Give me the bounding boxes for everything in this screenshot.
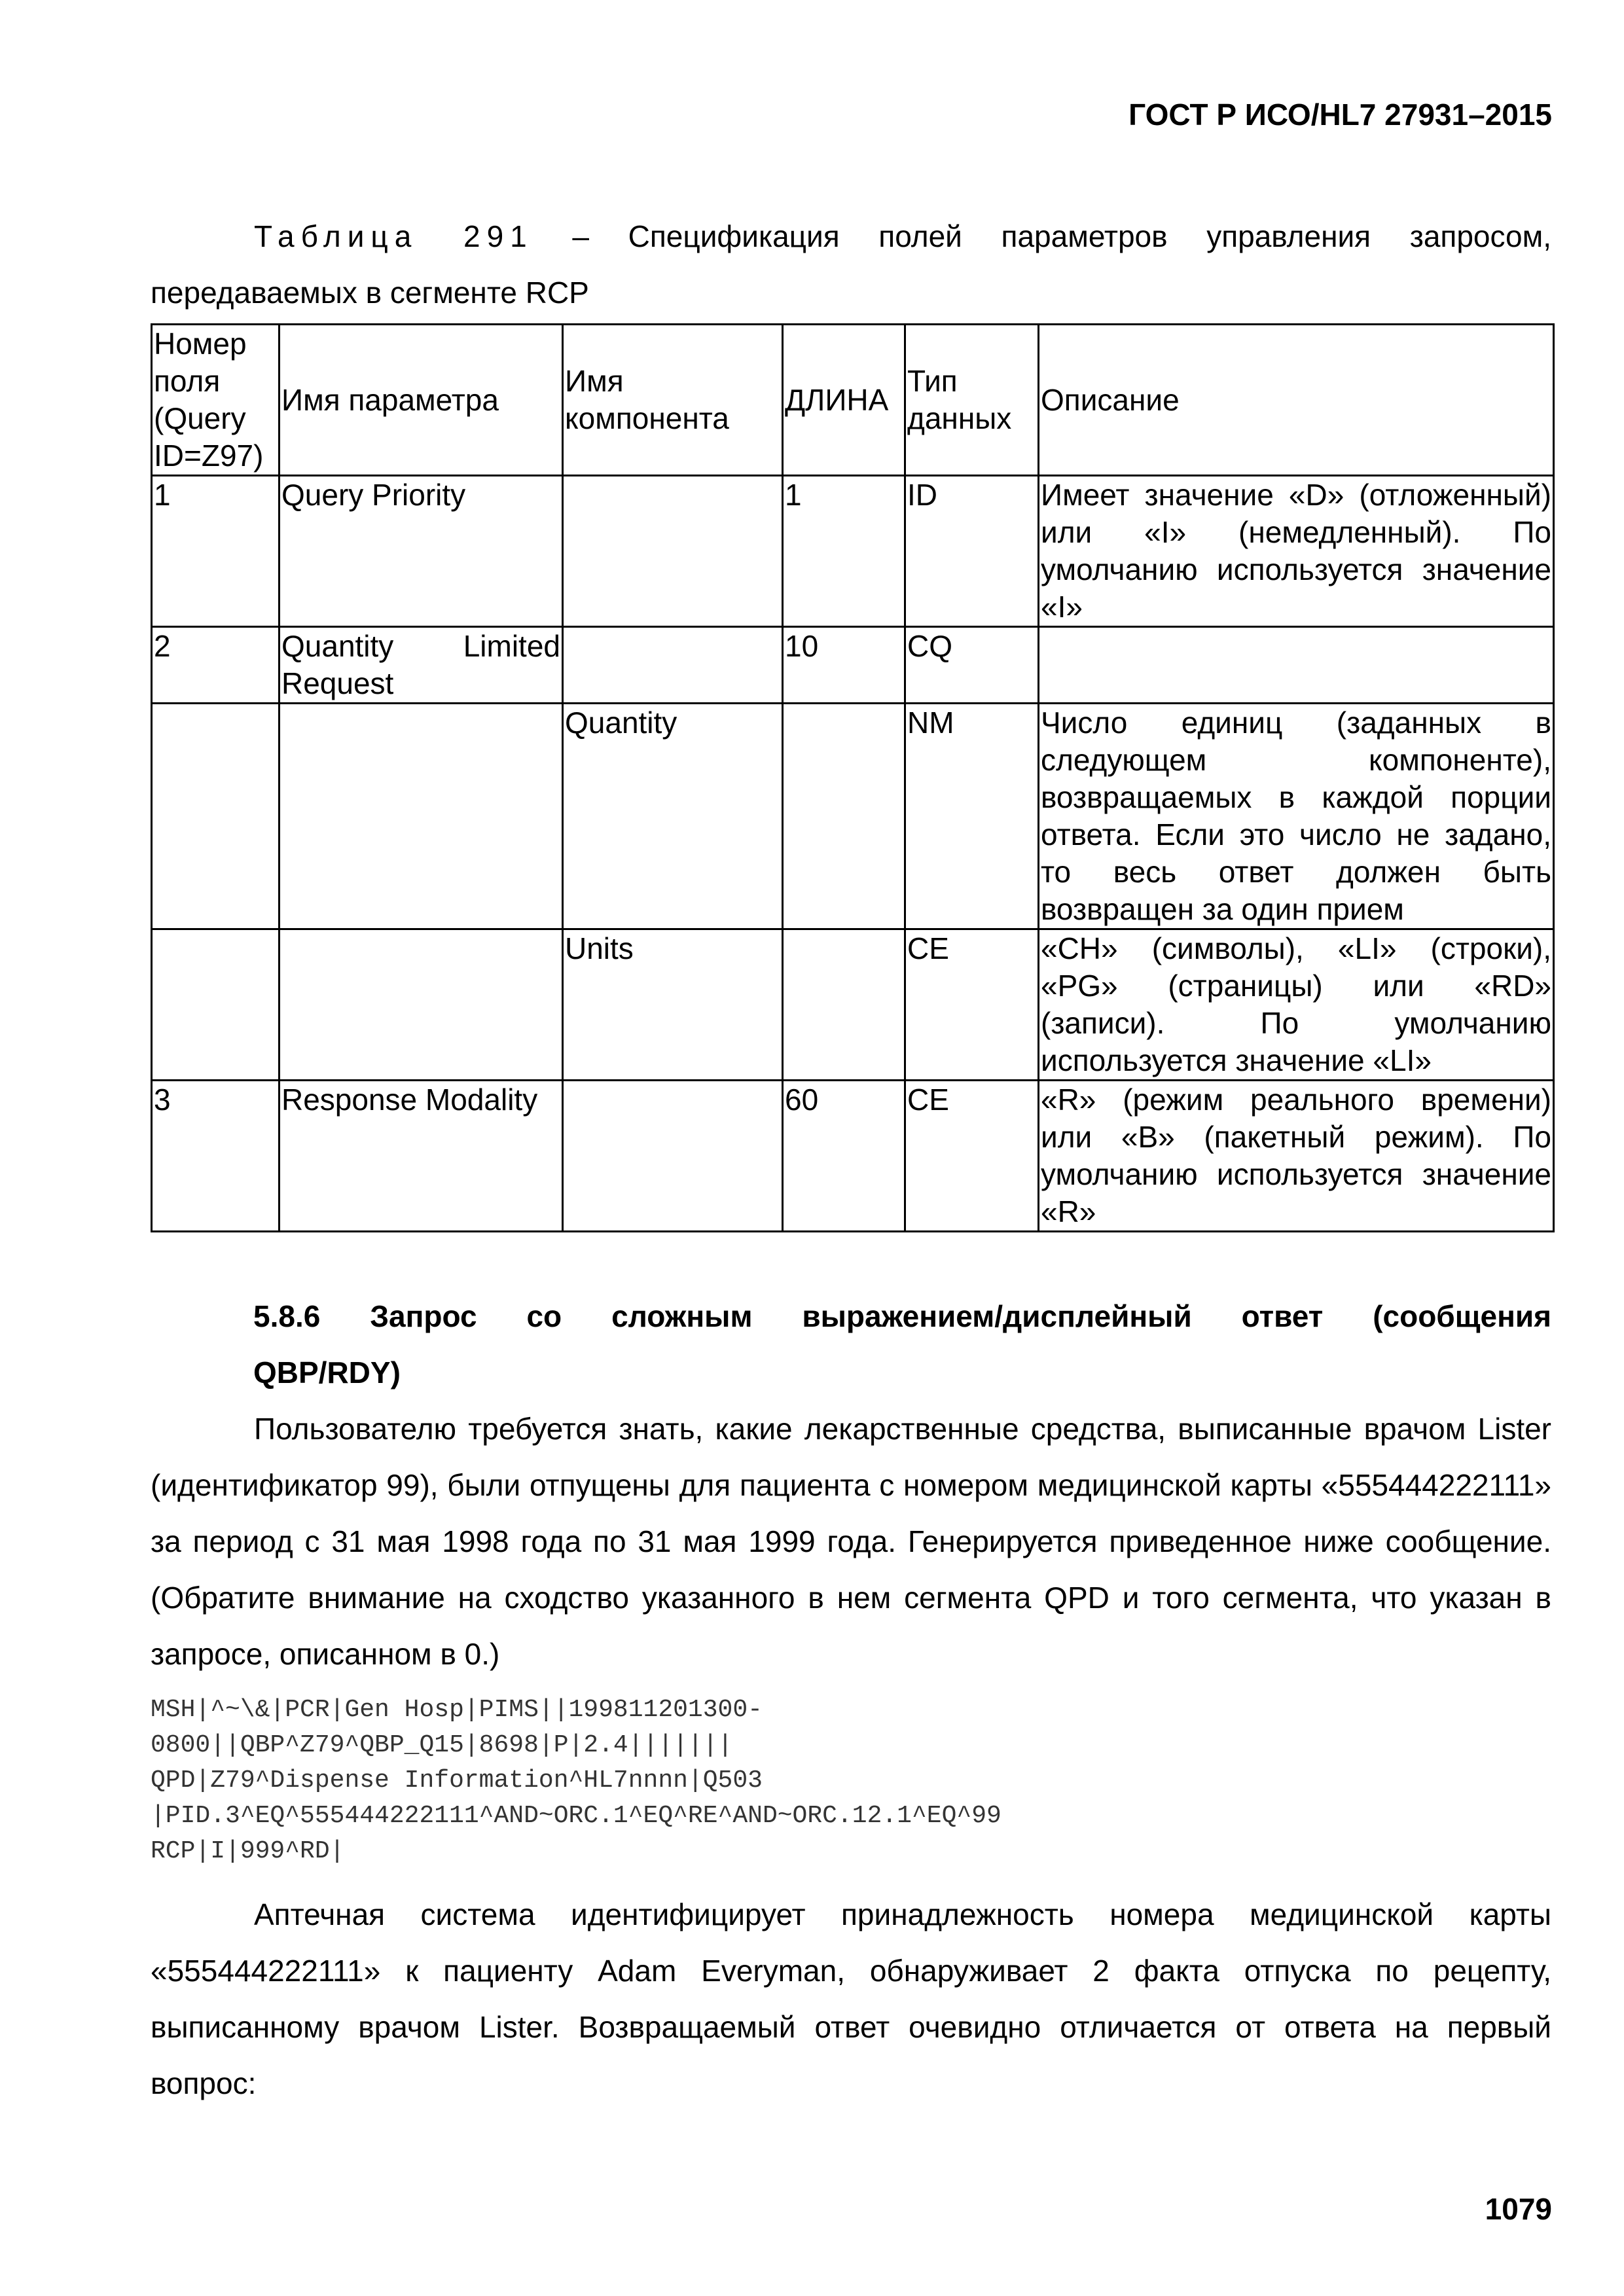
cell-description: «CH» (символы), «LI» (строки), «PG» (страницы) или «RD» (записи). По умолчанию используется значение «LI»: [1039, 929, 1554, 1081]
header-field-number: Номер поля (Query ID=Z97): [152, 325, 280, 476]
cell-component-name: [563, 476, 783, 627]
table-caption-text: – Спецификация полей параметров управления запросом, передаваемых в сегменте RCP: [151, 219, 1551, 310]
cell-param-name: Query Priority: [280, 476, 563, 627]
code-line: MSH|^~\&|PCR|Gen Hosp|PIMS||199811201300-: [151, 1696, 763, 1724]
body-paragraph-1: Пользователю требуется знать, какие лекарственные средства, выписанные врачом Lister (идентификатор 99), были отпущены для пациента с номером медицинской карты «555444222111» за период с 31 мая 1998 года по 31 мая 1999 года. Генерируется приведенное ниже сообщение. (Обратите внимание на сходство указанного в нем сегмента QPD и того сегмента, что указан в запросе, описанном в 0.): [151, 1412, 1551, 1671]
cell-data-type: ID: [905, 476, 1039, 627]
header-length: ДЛИНА: [783, 325, 905, 476]
cell-length: [783, 929, 905, 1081]
cell-param-name: [280, 704, 563, 929]
section-heading: [253, 1288, 1551, 1401]
table-row: [152, 929, 1554, 1081]
code-line: |PID.3^EQ^555444222111^AND~ORC.1^EQ^RE^AND~ORC.12.1^EQ^99: [151, 1802, 1001, 1830]
cell-component-name: [563, 627, 783, 704]
header-description: Описание: [1039, 325, 1554, 476]
cell-field-number: 1: [152, 476, 280, 627]
cell-data-type: CE: [905, 929, 1039, 1081]
table-caption-label: Таблица 291: [254, 219, 533, 253]
cell-data-type: CQ: [905, 627, 1039, 704]
cell-data-type: CE: [905, 1081, 1039, 1232]
page-number: 1079: [1485, 2192, 1552, 2226]
table-caption: [151, 208, 1551, 321]
cell-length: [783, 704, 905, 929]
table-row: [152, 627, 1554, 704]
cell-param-name: [280, 929, 563, 1081]
cell-component-name: Units: [563, 929, 783, 1081]
cell-description: [1039, 627, 1554, 704]
cell-component-name: [563, 1081, 783, 1232]
cell-description: Имеет значение «D» (отложенный) или «I» (немедленный). По умолчанию используется значение «I»: [1039, 476, 1554, 627]
cell-param-name: Quantity Limited Request: [280, 627, 563, 704]
table-row: [152, 476, 1554, 627]
table-row: [152, 704, 1554, 929]
cell-field-number: 2: [152, 627, 280, 704]
cell-component-name: Quantity: [563, 704, 783, 929]
body-paragraph-2: Аптечная система идентифицирует принадлежность номера медицинской карты «555444222111» к пациенту Adam Everyman, обнаруживает 2 факта отпуска по рецепту, выписанному врачом Lister. Возвращаемый ответ очевидно отличается от ответа на первый вопрос:: [151, 1897, 1551, 2100]
table-row: [152, 1081, 1554, 1232]
cell-length: 60: [783, 1081, 905, 1232]
section-heading-line2: QBP/RDY): [253, 1355, 401, 1390]
code-line: 0800||QBP^Z79^QBP_Q15|8698|P|2.4|||||||: [151, 1731, 733, 1759]
header-component-name: Имя компонента: [563, 325, 783, 476]
cell-data-type: NM: [905, 704, 1039, 929]
cell-description: «R» (режим реального времени) или «B» (пакетный режим). По умолчанию используется значение «R»: [1039, 1081, 1554, 1232]
parameters-table: [151, 323, 1555, 1232]
cell-param-name: Response Modality: [280, 1081, 563, 1232]
cell-length: 1: [783, 476, 905, 627]
code-line: RCP|I|999^RD|: [151, 1837, 345, 1865]
cell-field-number: 3: [152, 1081, 280, 1232]
code-line: QPD|Z79^Dispense Information^HL7nnnn|Q503: [151, 1767, 763, 1795]
document-header: ГОСТ Р ИСО/HL7 27931–2015: [1128, 98, 1552, 132]
cell-field-number: [152, 704, 280, 929]
header-data-type: Тип данных: [905, 325, 1039, 476]
section-heading-line1: 5.8.6 Запрос со сложным выражением/дисплейный ответ (сообщения: [253, 1299, 1551, 1333]
cell-description: Число единиц (заданных в следующем компоненте), возвращаемых в каждой порции ответа. Если это число не задано, то весь ответ должен быть возвращен за один прием: [1039, 704, 1554, 929]
header-param-name: Имя параметра: [280, 325, 563, 476]
cell-field-number: [152, 929, 280, 1081]
table-header-row: [152, 325, 1554, 476]
cell-length: 10: [783, 627, 905, 704]
code-block: [151, 1693, 1551, 1869]
